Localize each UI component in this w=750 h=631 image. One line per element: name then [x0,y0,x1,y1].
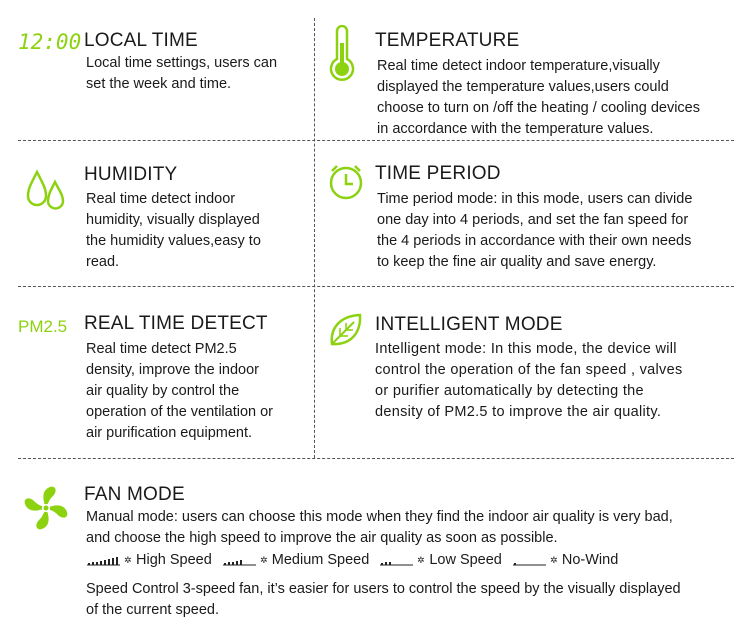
fan-mode-line: and choose the high speed to improve the air quality as soon as possible. [86,530,558,546]
fan-icon [22,484,70,532]
fan-mode-title: FAN MODE [84,484,185,505]
time-period-line: to keep the fine air quality and save energy. [377,254,657,270]
temperature-line: in accordance with the temperature values. [377,121,654,137]
temperature-title: TEMPERATURE [375,30,520,51]
real-time-detect-line: density, improve the indoor [86,362,260,378]
divider-row-2 [18,286,734,287]
humidity-line: the humidity values,easy to [86,233,261,249]
real-time-detect-description [86,339,273,444]
medium-speed-label: Medium Speed [271,552,370,568]
fan-mode-line: Manual mode: users can choose this mode when they find the indoor air quality is very bad, [86,509,673,525]
local-time-line: Local time settings, users can [86,55,278,71]
svg-text:✲: ✲ [417,556,425,566]
fan-mode-footer [86,579,681,621]
humidity-line: Real time detect indoor [86,191,236,207]
low-speed-label: Low Speed [429,552,502,568]
time-period-line: the 4 periods in accordance with their own needs [377,233,692,249]
real-time-detect-line: air quality by control the [86,383,240,399]
real-time-detect-title: REAL TIME DETECT [84,313,268,334]
divider-row-1 [18,140,734,141]
medium-speed-icon [222,554,268,566]
divider-column [314,18,315,458]
time-period-title: TIME PERIOD [375,163,501,184]
intelligent-mode-line: Intelligent mode: In this mode, the device will [375,341,677,357]
temperature-description [377,56,700,140]
humidity-line: read. [86,254,120,270]
intelligent-mode-line: or purifier automatically by detecting the [375,383,644,399]
time-period-line: Time period mode: in this mode, users can divide [377,191,693,207]
divider-row-3 [18,458,734,459]
no-wind-label: No-Wind [561,552,619,568]
intelligent-mode-line: control the operation of the fan speed , valves [375,362,683,378]
fan-mode-footer-line: Speed Control 3-speed fan, it’s easier for users to control the speed by the visually displayed [86,581,681,597]
fan-mode-footer-line: of the current speed. [86,602,219,618]
local-time-line: set the week and time. [86,76,232,92]
real-time-detect-line: air purification equipment. [86,425,253,441]
clock-display-icon: 12:00 [18,30,82,54]
svg-text:✲: ✲ [549,556,558,566]
water-drops-icon [26,168,68,214]
real-time-detect-line: operation of the ventilation or [86,404,274,420]
leaf-icon [326,310,366,350]
local-time-title: LOCAL TIME [84,30,198,51]
intelligent-mode-title: INTELLIGENT MODE [375,314,563,335]
time-period-description [377,189,692,273]
high-speed-icon [86,554,132,566]
local-time-description [86,53,277,95]
time-period-line: one day into 4 periods, and set the fan speed for [377,212,689,228]
thermometer-icon [327,25,357,83]
humidity-line: humidity, visually displayed [86,212,260,228]
fan-mode-description [86,507,673,549]
real-time-detect-line: Real time detect PM2.5 [86,341,237,357]
clock-icon [326,162,366,202]
temperature-line: displayed the temperature values,users could [377,79,669,95]
low-speed-icon [379,554,425,566]
fan-speed-legend [86,552,628,568]
humidity-title: HUMIDITY [84,164,178,185]
intelligent-mode-line: density of PM2.5 to improve the air quality. [375,404,662,420]
intelligent-mode-description [375,339,683,423]
svg-text:✲: ✲ [124,556,132,566]
temperature-line: choose to turn on /off the heating / cooling devices [377,100,700,116]
humidity-description [86,189,261,273]
temperature-line: Real time detect indoor temperature,visually [377,58,660,74]
no-wind-icon [512,554,558,566]
pm25-icon: PM2.5 [18,317,68,336]
high-speed-label: High Speed [136,552,212,568]
svg-text:✲: ✲ [259,556,268,566]
